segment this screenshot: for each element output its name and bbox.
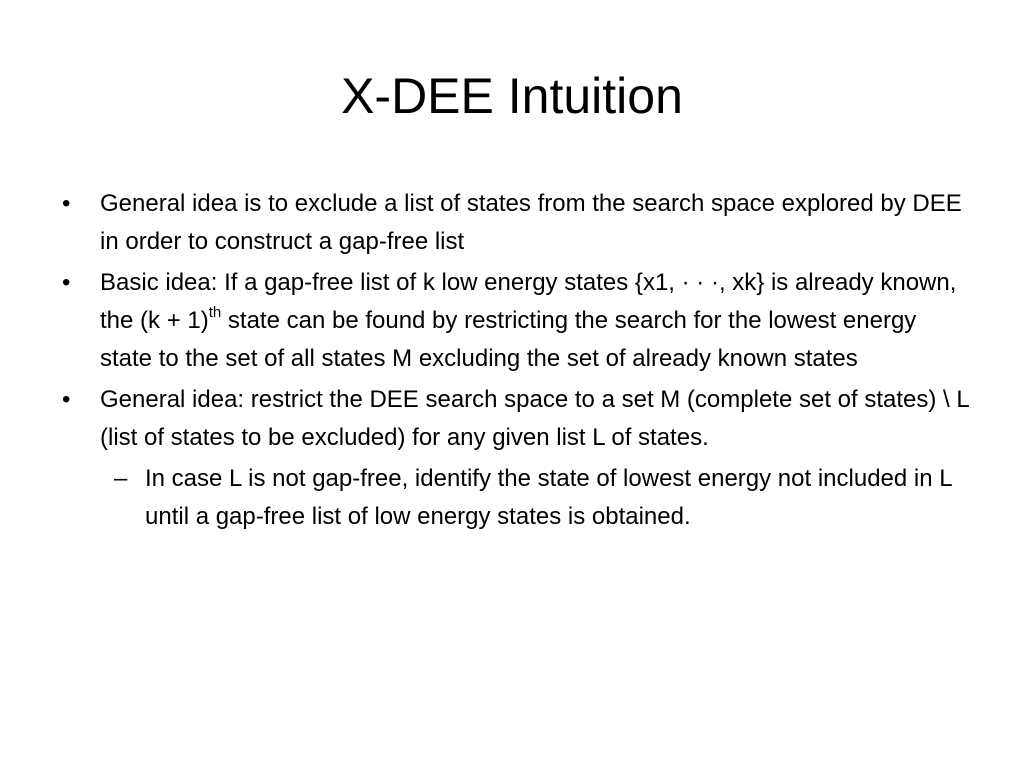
slide-title: X-DEE Intuition [341,68,683,124]
bullet-item [62,185,972,261]
bullet-text-before-superscript: Basic idea: If a gap-free list of k low energy states {x1, · · ·, xk} is already known, the (k + 1) [100,269,957,334]
bullet-marker: • [62,386,71,413]
bullet-text: General idea: restrict the DEE search space to a set M (complete set of states) \ L (list of states to be excluded) for any given list L of states. [100,386,969,451]
sub-bullet-marker: – [114,465,128,492]
bullet-marker: • [62,190,71,217]
sub-bullet-item [106,460,972,536]
bullet-item [62,264,972,378]
bullet-item [62,381,972,457]
slide-body [62,185,972,536]
bullet-marker: • [62,269,71,296]
bullet-text-after-superscript: state can be found by restricting the search for the lowest energy state to the set of all states M excluding the set of already known states [100,307,917,372]
ordinal-superscript: th [208,304,222,321]
sub-bullet-text: In case L is not gap-free, identify the state of lowest energy not included in L until a gap-free list of low energy states is obtained. [145,465,952,530]
bullet-text: General idea is to exclude a list of states from the search space explored by DEE in order to construct a gap-free list [100,190,962,255]
